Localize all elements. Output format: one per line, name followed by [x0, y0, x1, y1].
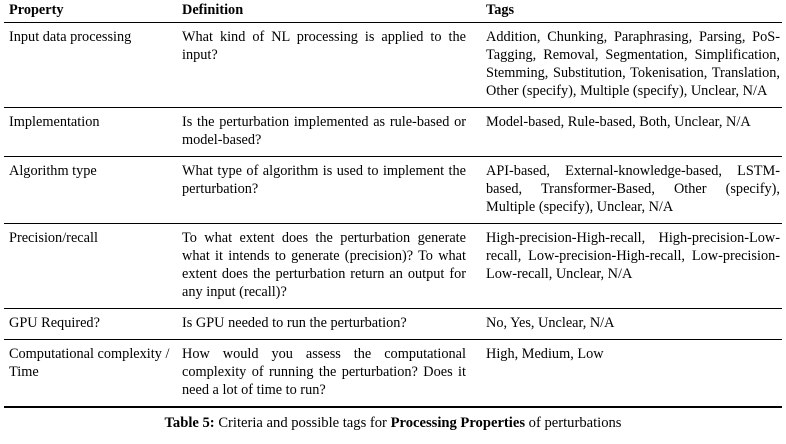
caption-emphasis: Processing Properties: [390, 415, 526, 431]
cell-tags: High-precision-High-recall, High-precision-Low-recall, Low-precision-High-recall, Low-precision-Low-recall, Unclear, N/A: [486, 224, 782, 309]
table-row: [4, 340, 782, 408]
cell-definition: To what extent does the perturbation generate what it intends to generate (precision)? To what extent does the perturbation return an output for any input (recall)?: [182, 224, 486, 309]
cell-tags: API-based, External-knowledge-based, LSTM-based, Transformer-Based, Other (specify), Multiple (specify), Unclear, N/A: [486, 157, 782, 224]
table-body: [4, 23, 782, 408]
column-header-tags: Tags: [486, 0, 782, 23]
cell-property: Algorithm type: [4, 157, 182, 224]
cell-property: Precision/recall: [4, 224, 182, 309]
table-row: [4, 157, 782, 224]
cell-definition: How would you assess the computational complexity of running the perturbation? Does it need a lot of time to run?: [182, 340, 486, 408]
cell-property: Input data processing: [4, 23, 182, 108]
cell-property: Computational complexity / Time: [4, 340, 182, 408]
caption-label: Table 5:: [164, 415, 215, 431]
table-caption: [0, 414, 786, 432]
cell-tags: Addition, Chunking, Paraphrasing, Parsing, PoS-Tagging, Removal, Segmentation, Simplification, Stemming, Substitution, Tokenisation, Translation, Other (specify), Multiple (specify), Unclear, N/A: [486, 23, 782, 108]
criteria-table: [4, 0, 782, 408]
table-row: [4, 23, 782, 108]
caption-text-after: of perturbations: [525, 415, 622, 431]
cell-property: GPU Required?: [4, 309, 182, 340]
table-header-row: [4, 0, 782, 23]
table-row: [4, 309, 782, 340]
table-row: [4, 224, 782, 309]
cell-definition: What type of algorithm is used to implement the perturbation?: [182, 157, 486, 224]
cell-definition: Is the perturbation implemented as rule-based or model-based?: [182, 108, 486, 157]
cell-tags: No, Yes, Unclear, N/A: [486, 309, 782, 340]
cell-property: Implementation: [4, 108, 182, 157]
cell-tags: High, Medium, Low: [486, 340, 782, 408]
table-header: [4, 0, 782, 23]
cell-tags: Model-based, Rule-based, Both, Unclear, N/A: [486, 108, 782, 157]
cell-definition: Is GPU needed to run the perturbation?: [182, 309, 486, 340]
caption-text-before: Criteria and possible tags for: [214, 415, 391, 431]
table-row: [4, 108, 782, 157]
column-header-definition: Definition: [182, 0, 486, 23]
column-header-property: Property: [4, 0, 182, 23]
cell-definition: What kind of NL processing is applied to the input?: [182, 23, 486, 108]
